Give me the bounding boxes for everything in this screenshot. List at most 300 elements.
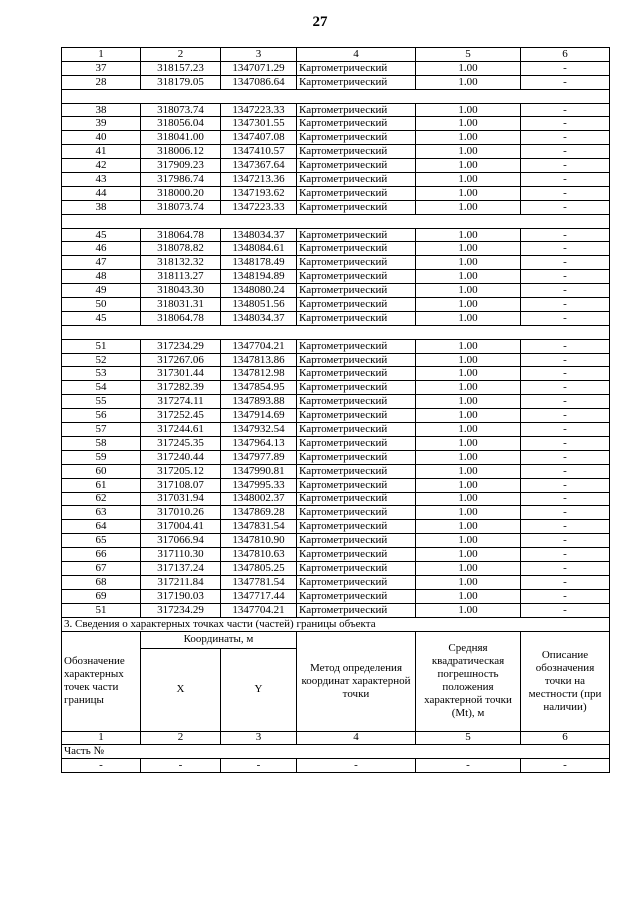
description: - [521, 103, 610, 117]
y-coordinate: 1347193.62 [221, 186, 297, 200]
blank-cell [62, 325, 610, 339]
point-number: 48 [62, 270, 141, 284]
x-coordinate: 318078.82 [141, 242, 221, 256]
y-coordinate: 1347812.98 [221, 367, 297, 381]
point-number: 57 [62, 423, 141, 437]
description: - [521, 200, 610, 214]
column-number: 6 [521, 731, 610, 745]
header-coordinates: Координаты, м [141, 631, 297, 648]
point-number: 39 [62, 117, 141, 131]
accuracy: 1.00 [416, 548, 521, 562]
y-coordinate: 1347810.90 [221, 534, 297, 548]
y-coordinate: 1347407.08 [221, 131, 297, 145]
method: Картометрический [297, 311, 416, 325]
description: - [521, 520, 610, 534]
y-coordinate: 1347995.33 [221, 478, 297, 492]
method: Картометрический [297, 561, 416, 575]
y-coordinate: 1348080.24 [221, 284, 297, 298]
y-coordinate: 1347831.54 [221, 520, 297, 534]
y-coordinate: 1347854.95 [221, 381, 297, 395]
y-coordinate: 1347869.28 [221, 506, 297, 520]
method: Картометрический [297, 270, 416, 284]
method: Картометрический [297, 409, 416, 423]
x-coordinate: 317252.45 [141, 409, 221, 423]
x-coordinate: 318073.74 [141, 200, 221, 214]
y-coordinate: 1347071.29 [221, 61, 297, 75]
table-row [62, 75, 610, 89]
point-number: 41 [62, 145, 141, 159]
x-coordinate: 317301.44 [141, 367, 221, 381]
table-row [62, 478, 610, 492]
x-coordinate: 317205.12 [141, 464, 221, 478]
accuracy: 1.00 [416, 436, 521, 450]
empty-cell: - [221, 759, 297, 773]
x-coordinate: 318056.04 [141, 117, 221, 131]
description: - [521, 409, 610, 423]
accuracy: 1.00 [416, 159, 521, 173]
x-coordinate: 318064.78 [141, 228, 221, 242]
accuracy: 1.00 [416, 339, 521, 353]
description: - [521, 61, 610, 75]
description: - [521, 478, 610, 492]
method: Картометрический [297, 339, 416, 353]
method: Картометрический [297, 242, 416, 256]
header-x: X [141, 648, 221, 731]
accuracy: 1.00 [416, 103, 521, 117]
table-row [62, 464, 610, 478]
table-row [62, 117, 610, 131]
x-coordinate: 317190.03 [141, 589, 221, 603]
point-number: 43 [62, 173, 141, 187]
method: Картометрический [297, 367, 416, 381]
table-row [62, 145, 610, 159]
point-number: 50 [62, 298, 141, 312]
x-coordinate: 317244.61 [141, 423, 221, 437]
table-row [62, 520, 610, 534]
accuracy: 1.00 [416, 575, 521, 589]
y-coordinate: 1347781.54 [221, 575, 297, 589]
blank-cell [62, 214, 610, 228]
description: - [521, 159, 610, 173]
table-row [62, 228, 610, 242]
y-coordinate: 1347717.44 [221, 589, 297, 603]
point-number: 67 [62, 561, 141, 575]
method: Картометрический [297, 575, 416, 589]
description: - [521, 173, 610, 187]
method: Картометрический [297, 548, 416, 562]
y-coordinate: 1347223.33 [221, 200, 297, 214]
point-number: 46 [62, 242, 141, 256]
table-row [62, 61, 610, 75]
method: Картометрический [297, 61, 416, 75]
method: Картометрический [297, 117, 416, 131]
table-row [62, 159, 610, 173]
accuracy: 1.00 [416, 353, 521, 367]
empty-cell: - [141, 759, 221, 773]
y-coordinate: 1347813.86 [221, 353, 297, 367]
method: Картометрический [297, 603, 416, 617]
header-method: Метод определения координат характерной точки [297, 631, 416, 731]
table-row [62, 200, 610, 214]
accuracy: 1.00 [416, 603, 521, 617]
x-coordinate: 317004.41 [141, 520, 221, 534]
x-coordinate: 317010.26 [141, 506, 221, 520]
empty-cell: - [297, 759, 416, 773]
description: - [521, 506, 610, 520]
x-coordinate: 317108.07 [141, 478, 221, 492]
column-number: 1 [62, 731, 141, 745]
accuracy: 1.00 [416, 395, 521, 409]
description: - [521, 117, 610, 131]
table-row [62, 311, 610, 325]
x-coordinate: 317066.94 [141, 534, 221, 548]
y-coordinate: 1347410.57 [221, 145, 297, 159]
point-number: 62 [62, 492, 141, 506]
method: Картометрический [297, 256, 416, 270]
accuracy: 1.00 [416, 186, 521, 200]
table-row [62, 367, 610, 381]
method: Картометрический [297, 534, 416, 548]
x-coordinate: 317282.39 [141, 381, 221, 395]
column-number: 4 [297, 731, 416, 745]
method: Картометрический [297, 589, 416, 603]
y-coordinate: 1348002.37 [221, 492, 297, 506]
description: - [521, 395, 610, 409]
accuracy: 1.00 [416, 200, 521, 214]
column-number: 2 [141, 48, 221, 62]
empty-data-row [62, 759, 610, 773]
accuracy: 1.00 [416, 311, 521, 325]
method: Картометрический [297, 145, 416, 159]
description: - [521, 298, 610, 312]
x-coordinate: 318113.27 [141, 270, 221, 284]
section-title-row [62, 617, 610, 631]
accuracy: 1.00 [416, 256, 521, 270]
description: - [521, 353, 610, 367]
point-number: 53 [62, 367, 141, 381]
method: Картометрический [297, 506, 416, 520]
method: Картометрический [297, 353, 416, 367]
description: - [521, 492, 610, 506]
accuracy: 1.00 [416, 131, 521, 145]
accuracy: 1.00 [416, 450, 521, 464]
accuracy: 1.00 [416, 173, 521, 187]
x-coordinate: 317234.29 [141, 339, 221, 353]
y-coordinate: 1347213.36 [221, 173, 297, 187]
method: Картометрический [297, 423, 416, 437]
x-coordinate: 317267.06 [141, 353, 221, 367]
description: - [521, 75, 610, 89]
accuracy: 1.00 [416, 298, 521, 312]
description: - [521, 339, 610, 353]
point-number: 38 [62, 103, 141, 117]
column-number-row [62, 48, 610, 62]
table-row [62, 270, 610, 284]
point-number: 58 [62, 436, 141, 450]
table-row [62, 298, 610, 312]
description: - [521, 450, 610, 464]
accuracy: 1.00 [416, 75, 521, 89]
method: Картометрический [297, 520, 416, 534]
method: Картометрический [297, 131, 416, 145]
description: - [521, 561, 610, 575]
description: - [521, 228, 610, 242]
accuracy: 1.00 [416, 506, 521, 520]
x-coordinate: 317245.35 [141, 436, 221, 450]
point-number: 61 [62, 478, 141, 492]
x-coordinate: 318132.32 [141, 256, 221, 270]
description: - [521, 367, 610, 381]
method: Картометрический [297, 450, 416, 464]
x-coordinate: 317211.84 [141, 575, 221, 589]
accuracy: 1.00 [416, 117, 521, 131]
point-number: 42 [62, 159, 141, 173]
description: - [521, 270, 610, 284]
x-coordinate: 317986.74 [141, 173, 221, 187]
y-coordinate: 1347977.89 [221, 450, 297, 464]
column-number: 2 [141, 731, 221, 745]
point-number: 56 [62, 409, 141, 423]
blank-separator-row [62, 325, 610, 339]
point-number: 28 [62, 75, 141, 89]
description: - [521, 603, 610, 617]
point-number: 45 [62, 228, 141, 242]
accuracy: 1.00 [416, 464, 521, 478]
accuracy: 1.00 [416, 492, 521, 506]
y-coordinate: 1348034.37 [221, 311, 297, 325]
method: Картометрический [297, 298, 416, 312]
y-coordinate: 1347810.63 [221, 548, 297, 562]
section3-header-row [62, 631, 610, 648]
empty-cell: - [416, 759, 521, 773]
y-coordinate: 1347086.64 [221, 75, 297, 89]
x-coordinate: 318179.05 [141, 75, 221, 89]
point-number: 51 [62, 339, 141, 353]
y-coordinate: 1347932.54 [221, 423, 297, 437]
description: - [521, 589, 610, 603]
column-number: 6 [521, 48, 610, 62]
point-number: 52 [62, 353, 141, 367]
x-coordinate: 317909.23 [141, 159, 221, 173]
method: Картометрический [297, 173, 416, 187]
section3-column-number-row [62, 731, 610, 745]
description: - [521, 575, 610, 589]
accuracy: 1.00 [416, 228, 521, 242]
coordinates-table [61, 47, 610, 773]
point-number: 38 [62, 200, 141, 214]
point-number: 63 [62, 506, 141, 520]
x-coordinate: 317031.94 [141, 492, 221, 506]
x-coordinate: 318031.31 [141, 298, 221, 312]
point-number: 60 [62, 464, 141, 478]
y-coordinate: 1347914.69 [221, 409, 297, 423]
column-number: 4 [297, 48, 416, 62]
method: Картометрический [297, 228, 416, 242]
table-row [62, 589, 610, 603]
table-row [62, 339, 610, 353]
empty-cell: - [62, 759, 141, 773]
table-row [62, 395, 610, 409]
y-coordinate: 1347704.21 [221, 603, 297, 617]
method: Картометрический [297, 492, 416, 506]
x-coordinate: 317240.44 [141, 450, 221, 464]
header-y: Y [221, 648, 297, 731]
table-row [62, 534, 610, 548]
accuracy: 1.00 [416, 381, 521, 395]
description: - [521, 423, 610, 437]
description: - [521, 242, 610, 256]
table-row [62, 284, 610, 298]
table-row [62, 575, 610, 589]
table-row [62, 353, 610, 367]
point-number: 65 [62, 534, 141, 548]
method: Картометрический [297, 395, 416, 409]
method: Картометрический [297, 464, 416, 478]
empty-cell: - [521, 759, 610, 773]
table-row [62, 450, 610, 464]
description: - [521, 548, 610, 562]
point-number: 69 [62, 589, 141, 603]
accuracy: 1.00 [416, 534, 521, 548]
method: Картометрический [297, 436, 416, 450]
part-label: Часть № [62, 745, 610, 759]
x-coordinate: 318073.74 [141, 103, 221, 117]
y-coordinate: 1348051.56 [221, 298, 297, 312]
x-coordinate: 318006.12 [141, 145, 221, 159]
method: Картометрический [297, 159, 416, 173]
table-row [62, 242, 610, 256]
point-number: 45 [62, 311, 141, 325]
table-row [62, 173, 610, 187]
accuracy: 1.00 [416, 423, 521, 437]
point-number: 40 [62, 131, 141, 145]
page-number: 27 [312, 14, 328, 30]
blank-separator-row [62, 89, 610, 103]
table-row [62, 492, 610, 506]
y-coordinate: 1347805.25 [221, 561, 297, 575]
x-coordinate: 318043.30 [141, 284, 221, 298]
section-title: 3. Сведения о характерных точках части (частей) границы объекта [62, 617, 610, 631]
table-row [62, 103, 610, 117]
y-coordinate: 1347893.88 [221, 395, 297, 409]
point-number: 44 [62, 186, 141, 200]
point-number: 66 [62, 548, 141, 562]
x-coordinate: 318157.23 [141, 61, 221, 75]
table-row [62, 131, 610, 145]
description: - [521, 464, 610, 478]
accuracy: 1.00 [416, 409, 521, 423]
y-coordinate: 1348178.49 [221, 256, 297, 270]
table-row [62, 561, 610, 575]
blank-cell [62, 89, 610, 103]
accuracy: 1.00 [416, 589, 521, 603]
accuracy: 1.00 [416, 145, 521, 159]
accuracy: 1.00 [416, 284, 521, 298]
method: Картометрический [297, 478, 416, 492]
point-number: 59 [62, 450, 141, 464]
x-coordinate: 317137.24 [141, 561, 221, 575]
y-coordinate: 1347367.64 [221, 159, 297, 173]
point-number: 37 [62, 61, 141, 75]
table-row [62, 256, 610, 270]
x-coordinate: 318064.78 [141, 311, 221, 325]
column-number: 3 [221, 731, 297, 745]
column-number: 3 [221, 48, 297, 62]
description: - [521, 186, 610, 200]
description: - [521, 145, 610, 159]
y-coordinate: 1348034.37 [221, 228, 297, 242]
header-designation: Обозначение характерных точек части границы [62, 631, 141, 731]
method: Картометрический [297, 381, 416, 395]
point-number: 47 [62, 256, 141, 270]
column-number: 5 [416, 731, 521, 745]
table-row [62, 381, 610, 395]
table-row [62, 548, 610, 562]
header-accuracy: Средняя квадратическая погрешность положения характерной точки (Mt), м [416, 631, 521, 731]
x-coordinate: 318041.00 [141, 131, 221, 145]
method: Картометрический [297, 284, 416, 298]
y-coordinate: 1347704.21 [221, 339, 297, 353]
point-number: 64 [62, 520, 141, 534]
y-coordinate: 1348194.89 [221, 270, 297, 284]
description: - [521, 131, 610, 145]
description: - [521, 311, 610, 325]
point-number: 68 [62, 575, 141, 589]
description: - [521, 534, 610, 548]
header-description: Описание обозначения точки на местности (при наличии) [521, 631, 610, 731]
part-label-row [62, 745, 610, 759]
table-row [62, 186, 610, 200]
column-number: 1 [62, 48, 141, 62]
x-coordinate: 317110.30 [141, 548, 221, 562]
table-row [62, 603, 610, 617]
point-number: 54 [62, 381, 141, 395]
accuracy: 1.00 [416, 61, 521, 75]
x-coordinate: 318000.20 [141, 186, 221, 200]
method: Картометрический [297, 186, 416, 200]
accuracy: 1.00 [416, 561, 521, 575]
method: Картометрический [297, 200, 416, 214]
accuracy: 1.00 [416, 520, 521, 534]
description: - [521, 381, 610, 395]
x-coordinate: 317274.11 [141, 395, 221, 409]
accuracy: 1.00 [416, 270, 521, 284]
accuracy: 1.00 [416, 478, 521, 492]
method: Картометрический [297, 75, 416, 89]
x-coordinate: 317234.29 [141, 603, 221, 617]
y-coordinate: 1347964.13 [221, 436, 297, 450]
description: - [521, 256, 610, 270]
blank-separator-row [62, 214, 610, 228]
table-row [62, 409, 610, 423]
table-row [62, 423, 610, 437]
description: - [521, 284, 610, 298]
point-number: 55 [62, 395, 141, 409]
accuracy: 1.00 [416, 367, 521, 381]
table-row [62, 506, 610, 520]
y-coordinate: 1347223.33 [221, 103, 297, 117]
table-row [62, 436, 610, 450]
point-number: 51 [62, 603, 141, 617]
method: Картометрический [297, 103, 416, 117]
y-coordinate: 1347301.55 [221, 117, 297, 131]
description: - [521, 436, 610, 450]
y-coordinate: 1347990.81 [221, 464, 297, 478]
point-number: 49 [62, 284, 141, 298]
y-coordinate: 1348084.61 [221, 242, 297, 256]
accuracy: 1.00 [416, 242, 521, 256]
column-number: 5 [416, 48, 521, 62]
